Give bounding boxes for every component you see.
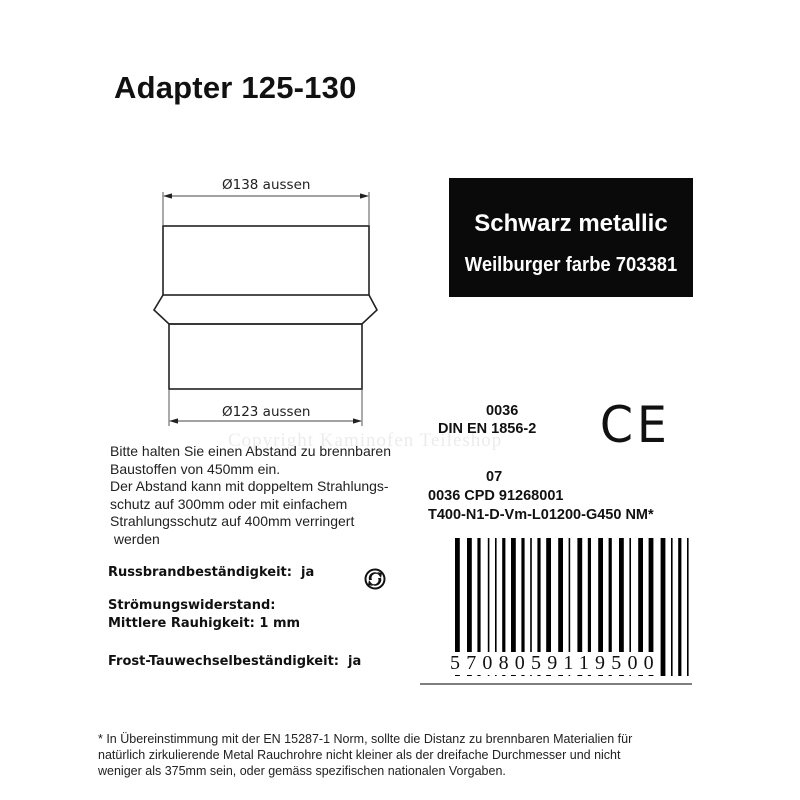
dimension-lines — [163, 192, 369, 426]
footnote-line: natürlich zirkulierende Metal Rauchrohre nicht kleiner als der dreifache Durchmesser und nicht — [98, 748, 621, 762]
note-line: Baustoffen von 450mm ein. — [110, 460, 281, 477]
color-box — [449, 178, 693, 297]
note-line: Der Abstand kann mit doppeltem Strahlungs- — [110, 478, 389, 494]
clearance-notes — [110, 443, 391, 548]
footnote-line: * In Übereinstimmung mit der EN 15287-1 Norm, sollte die Distanz zu brennbaren Materialien für — [98, 732, 633, 746]
notified-body-number: 0036 — [486, 403, 519, 419]
barcode-bar — [661, 538, 666, 676]
barcode-bar — [687, 538, 689, 676]
color-code: Weilburger farbe 703381 — [464, 254, 678, 276]
note-line: schutz auf 300mm oder mit einfachem — [110, 495, 348, 512]
barcode-bar — [671, 538, 673, 676]
bottom-diameter-label: Ø123 aussen — [222, 404, 311, 420]
footnote-line: weniger als 375mm sein, oder gemäss spezifischen nationalen Vorgaben. — [98, 764, 506, 778]
green-dot-recycling-icon — [364, 568, 386, 590]
color-name: Schwarz metallic — [474, 210, 668, 237]
soot-fire-resistance: Russbrandbeständigkeit: ja — [108, 565, 315, 580]
certification-year: 07 — [486, 469, 503, 485]
page-title: Adapter 125-130 — [114, 70, 357, 105]
note-line: Strahlungsschutz auf 400mm verringert — [110, 513, 355, 529]
note-line: werden — [110, 530, 160, 547]
barcode-digits: 5708059119500 — [450, 652, 660, 674]
watermark: Copyright Kaminofen Teileshop — [228, 430, 503, 451]
footnote — [98, 731, 632, 779]
barcode-bar — [678, 538, 681, 676]
frost-resistance: Frost-Tauwechselbeständigkeit: ja — [108, 654, 362, 669]
flow-resistance: Strömungswiderstand: — [108, 598, 276, 613]
roughness: Mittlere Rauhigkeit: 1 mm — [108, 616, 301, 631]
cpd-number: 0036 CPD 91268001 — [428, 488, 564, 504]
ce-mark: CE — [599, 396, 671, 454]
standard-number: DIN EN 1856-2 — [438, 421, 537, 437]
top-diameter-label: Ø138 aussen — [222, 177, 311, 193]
product-designation: T400-N1-D-Vm-L01200-G450 NM* — [428, 507, 654, 523]
adapter-outline — [154, 226, 377, 389]
note-line: Bitte halten Sie einen Abstand zu brennbaren — [110, 443, 391, 459]
